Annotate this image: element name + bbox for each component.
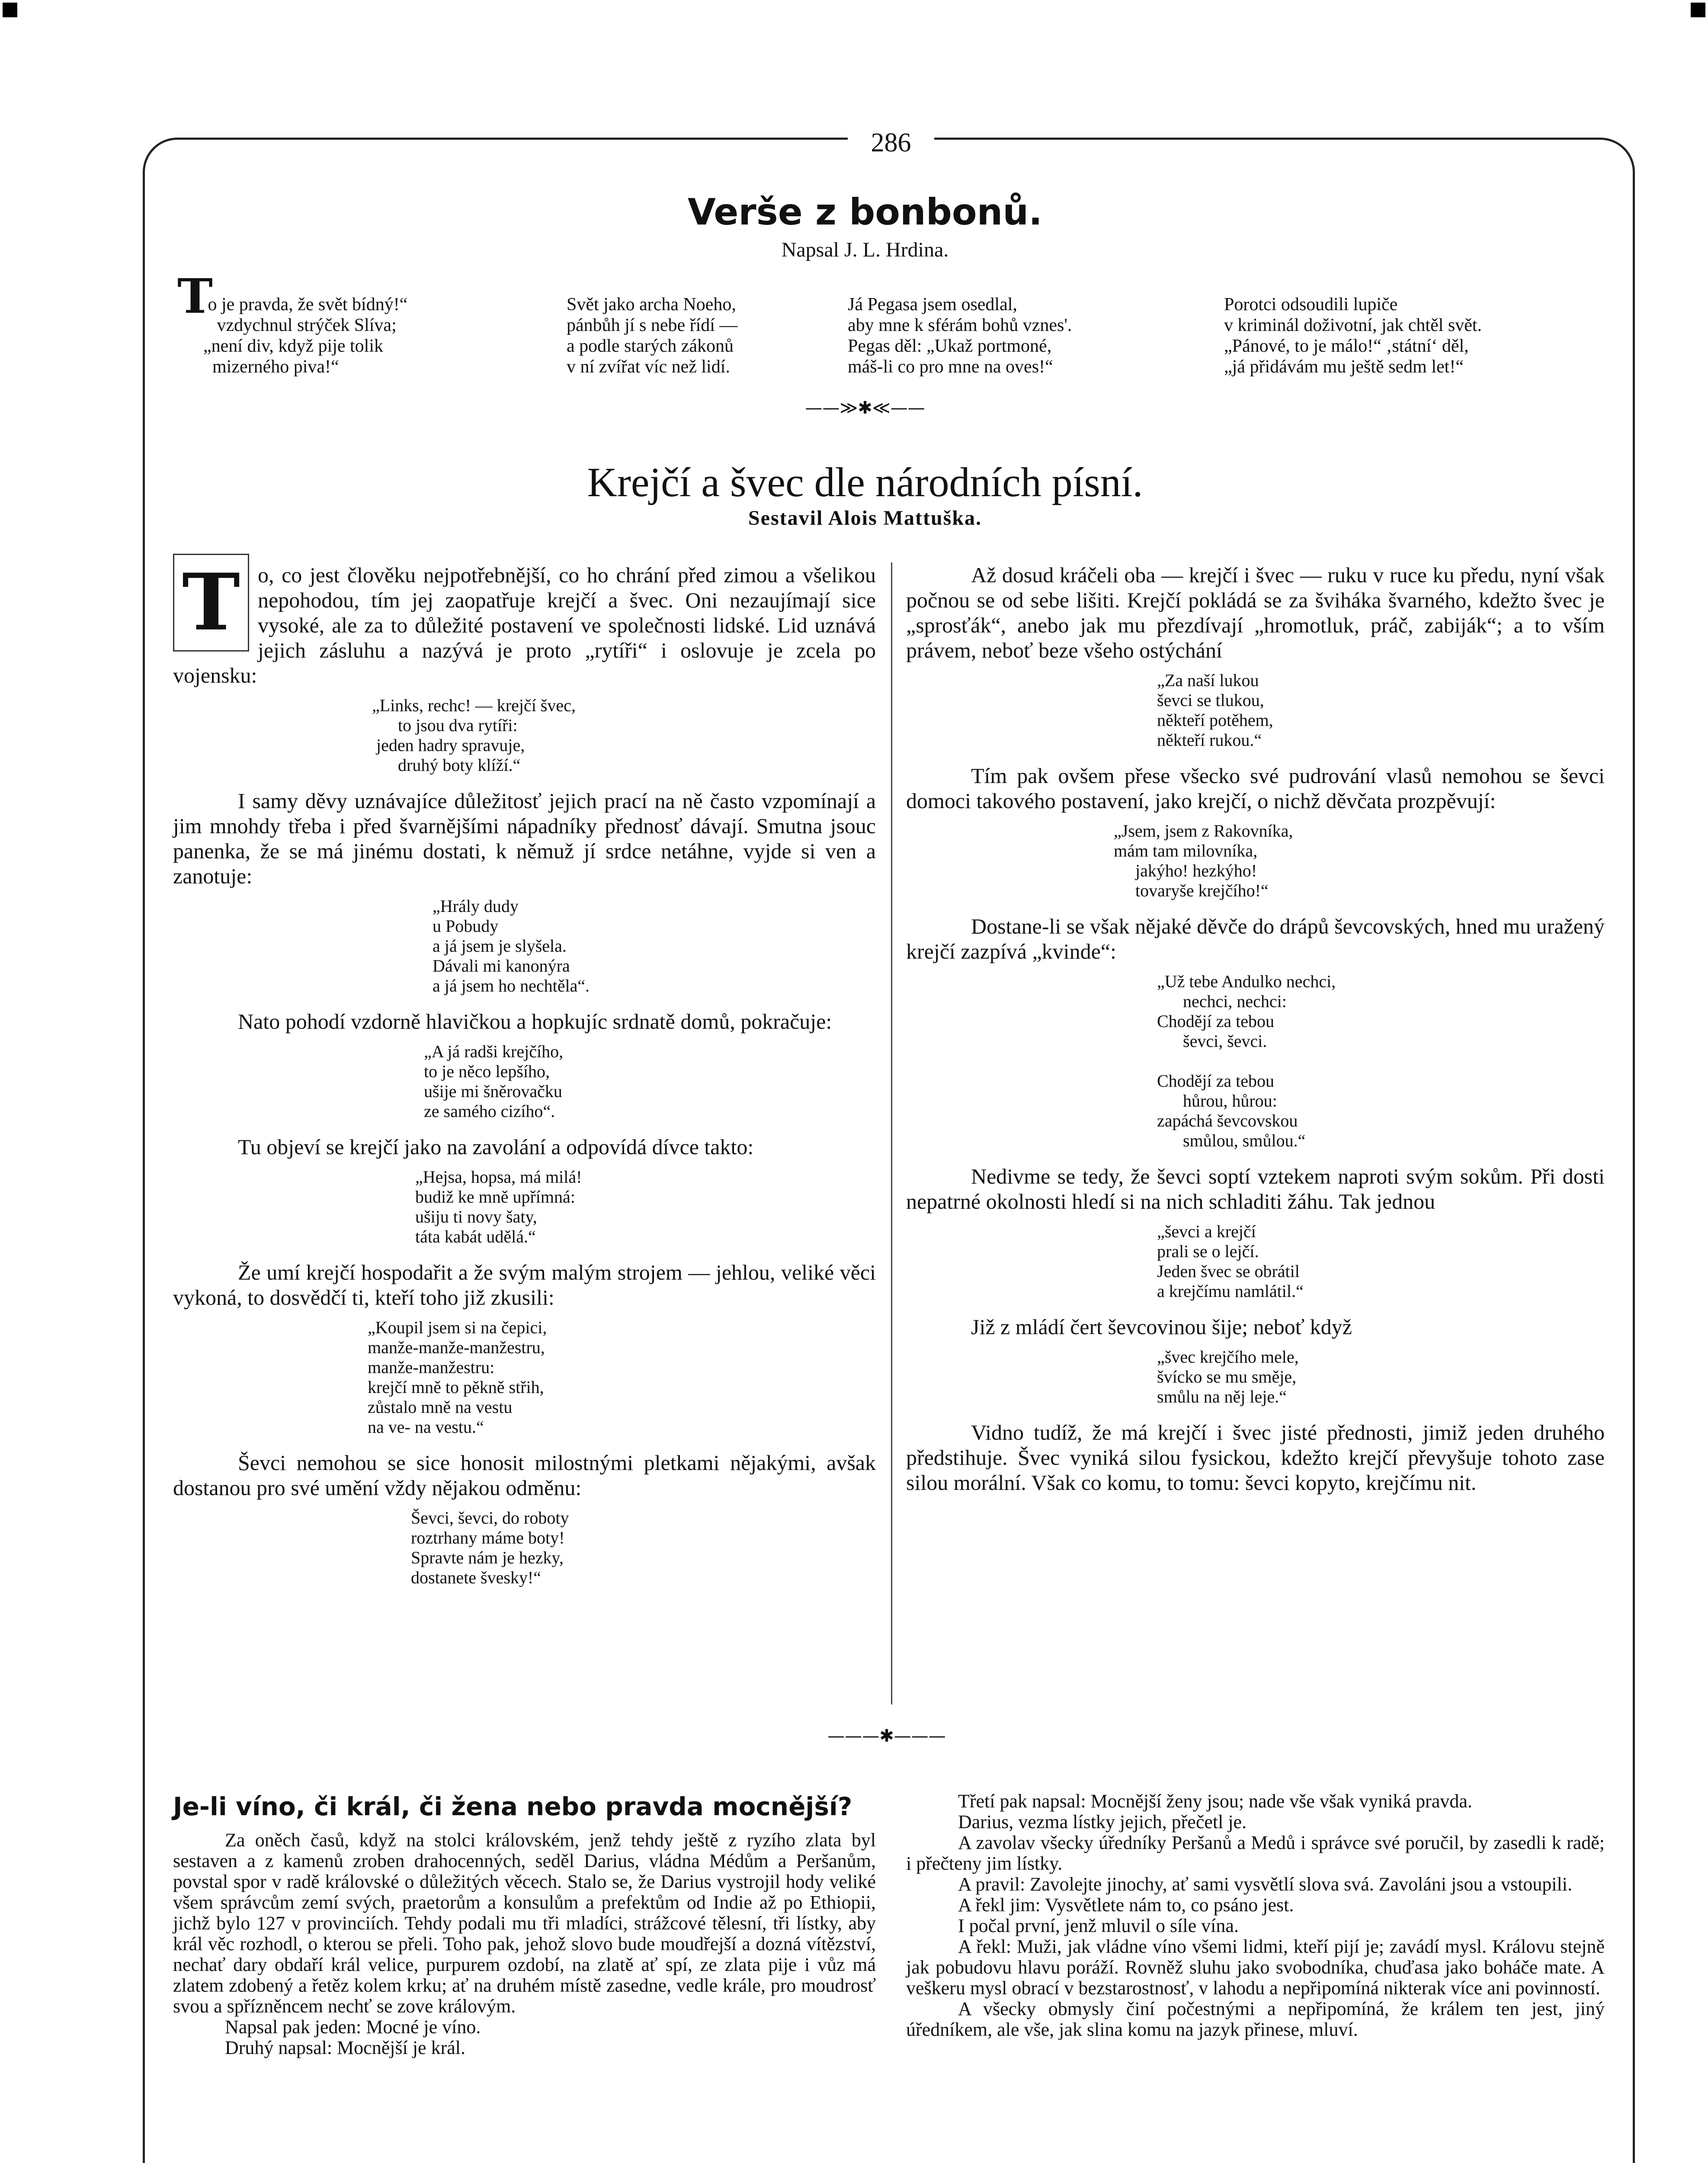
section3-left-column [173,1830,876,2058]
section2-dropcap [173,554,249,651]
paragraph: Až dosud kráčeli oba — krejčí i švec — ruku v ruce ku předu, nyní však počnou se od sebe lišiti. Krejčí pokládá se za švihákа švarného, kdežto švec je „sprosťák“, anebo jak mu přezdívají „hromotluk, práč, zabiják“; a to vším právem, neboť beze všeho ostýchání [906,563,1605,662]
ornament-separator: ———✱——— [827,1726,946,1746]
section1-dropcap [177,268,213,324]
paragraph: Darius, vezma lístky jejich, přečetl je. [958,1811,1247,1832]
paragraph: A zavolav všecky úředníky Peršanů a Medů i správce své poručil, by zasedli k radě; i přečteny jim lístky. [906,1832,1605,1874]
verse-stanza: Porotci odsoudili lupiče v kriminál doživotní, jak chtěl svět. „Pánové, to je málo!“ ‚státní‘ děl, „já přidávám mu ještě sedm let!“ [1224,295,1482,377]
verse-stanza: Svět jako archa Noeho, pánbůh jí s nebe řídí — a podle starých zákonů v ní zvířat víc než lidí. [567,295,738,377]
folk-song: „Hejsa, hopsa, má milá! budiž ke mně upřímná: ušiju ti novy šaty, táta kabát udělá.“ [415,1167,582,1246]
paragraph: Druhý napsal: Mocnější je král. [225,2037,465,2058]
dropcap-letter: T [182,557,240,648]
folk-song: „ševci a krejčí prali se o lejčí. Jeden švec se obrátil a krejčímu namlátil.“ [1157,1222,1304,1301]
folk-song: „A já radši krejčího, to je něco lepšího, ušije mi šněrovačku ze samého cizího“. [424,1042,564,1121]
paragraph: Tím pak ovšem přese všecko své pudrování vlasů nemohou se ševci domoci takového postavení, jako krejčí, o nichž děvčata prozpěvují: [906,764,1605,813]
dropcap-letter: T [177,268,213,324]
column-rule [891,562,892,1704]
paragraph: Vidno tudíž, že má krejčí i švec jisté přednosti, jimiž jeden druhého předstihuje. Švec vyniká silou fysickou, kdežto krejčí převyšuje tohoto zase silou morální. Však co komu, to tomu: ševci kopyto, krejčímu nit. [906,1420,1605,1495]
folk-song: „Koupil jsem si na čepici, manže-manže-manžestru, manže-manžestru: krejčí mně to pěkně střih, zůstalo mně na vestu na ve- na vestu.“ [368,1318,547,1437]
paragraph: I počal první, jenž mluvil o síle vína. [958,1915,1239,1936]
scan-corner-mark [3,3,17,17]
paragraph: I samy děvy uznávajíce důležitosť jejich prací na ně často vzpomínají a jim mnohdy třeba i před švarnějšími nápadníky přednosť dávají. Smutna jsouc panenka, že se má jinému dostati, k němuž jí srdce netáhne, vyjde si ven a zanotuje: [173,789,876,888]
paragraph: A řekl: Muži, jak vládne víno všemi lidmi, kteří pijí je; zavádí mysl. Královu stejně jak pobudovu hlavu poráží. Rovněž sluhu jako svobodníka, chuďasa jako boháče mate. A veškeru mysl obrací v bezstarostnosť, v lahodu a nepřipomíná nikterak více ani povinností. [906,1936,1605,1999]
section3-right-column [906,1791,1605,2040]
paragraph: Za oněch časů, když na stolci královském, jenž tehdy ještě z ryzího zlata byl sestaven a z kamenů zroben drahocenných, seděl Darius, vládna Médům a Peršanům, povstal spor v radě královské o důležitých věcech. Stalo se, že Darius vystrojil hody veliké všem správcům zemí svých, praetorům a konsulům a prefektům od Indie až po Ethiopii, jichž bylo 127 v provinciích. Tehdy podali mu tři mladíci, strážcové tělesní, tři lístky, aby král věc rozhodl, o kterou se přeli. Toho pak, jehož slovo bude moudřejší a dozná vítězství, nechať dary obdaří král velice, purpurem ozdobí, na zlatě ať spí, ze zlata pije i vůz má zlatem zdobený a řetěz kolem krku; ať na druhém místě zasedne, vedle krále, pro moudrosť svou a spřízněncem nechť se zove královým. [173,1829,876,2017]
paragraph: Třetí pak napsal: Mocnější ženy jsou; nade vše však vyniká pravda. [958,1791,1472,1812]
folk-song: Ševci, ševci, do roboty roztrhany máme boty! Spravte nám je hezky, dostanete švesky!“ [411,1508,569,1587]
paragraph: Napsal pak jeden: Mocné je víno. [225,2016,481,2038]
paragraph: o, co jest člověku nejpotřebnější, co ho chrání před zimou a všelikou nepohodou, tím jej zaopatřuje krejčí a švec. Oni nezaujímají sice vysoké, ale za to důležité postavení ve společnosti lidské. Lid uznává jejich zásluhu a nazývá je proto „rytíři“ i oslovuje je zcela po vojensku: [173,563,876,687]
paragraph: Již z mládí čert ševcovinou šije; neboť když [971,1315,1352,1339]
paragraph: Nedivme se tedy, že ševci soptí vztekem naproti svým sokům. Při dosti nepatrné okolnosti hledí si na nich schladiti žáhu. Tak jednou [906,1164,1605,1213]
paragraph: A všecky obmysly činí počestnými a nepřipomíná, že králem ten jest, jiný úředníkem, ale vše, jak slina komu na jazyk přinese, mluví. [906,1998,1605,2040]
section1-author: Napsal J. L. Hrdina. [781,238,949,261]
section2-author: Sestavil Alois Mattuška. [748,507,982,530]
left-column [173,557,876,1588]
paragraph: Tu objeví se krejčí jako na zavolání a odpovídá dívce takto: [238,1135,754,1159]
ornament-separator: ——≫✱≪—— [805,398,925,418]
paragraph: Nato pohodí vzdorně hlavičkou a hopkujíc srdnatě domů, pokračuje: [238,1009,832,1033]
folk-song: „Za naší lukou ševci se tlukou, někteří potěhem, někteří rukou.“ [1157,671,1273,750]
section2-title: Krejčí a švec dle národních písní. [587,459,1143,505]
scan-corner-mark [1691,3,1705,17]
folk-song: „švec krejčího mele, švícko se mu směje, smůlu na něj leje.“ [1157,1347,1299,1406]
paragraph: Ševci nemohou se sice honosit milostnými pletkami nějakými, avšak dostanou pro své umění vždy nějakou odměnu: [173,1451,876,1500]
paragraph: Že umí krejčí hospodařit a že svým malým strojem — jehlou, veliké věci vykoná, to dosvědčí ti, kteří toho již zkusili: [173,1260,876,1309]
folk-song: „Už tebe Andulko nechci, nechci, nechci: Chodějí za tebou ševci, ševci. Chodějí za tebou hůrou, hůrou: zapáchá ševcovskou smůlou, smůlou.“ [1157,972,1336,1150]
verse-stanza: Já Pegasa jsem osedlal, aby mne k sférám bohů vznes'. Pegas děl: „Ukaž portmoné, máš-li co pro mne na oves!“ [848,295,1072,377]
right-column [906,562,1605,1495]
verse-stanza: o je pravda, že svět bídný!“ vzdychnul strýček Slíva; „není div, když pije tolik mizerného piva!“ [203,295,408,377]
section1-title: Verše z bonbonů. [687,191,1043,233]
page-number: 286 [848,125,934,160]
folk-song: „Jsem, jsem z Rakovníka, mám tam milovníka, jakýho! hezkýho! tovaryše krejčího!“ [1114,821,1293,900]
paragraph: Dostane-li se však nějaké děvče do drápů ševcovských, hned mu uražený krejčí zazpívá „kvinde“: [906,914,1605,963]
paragraph: A pravil: Zavolejte jinochy, ať sami vysvětlí slova svá. Zavoláni jsou a vstoupili. [958,1874,1573,1895]
folk-song: „Links, rechc! — krejčí švec, to jsou dva rytíři: jeden hadry spravuje, druhý boty klíží.“ [372,696,576,775]
folk-song: „Hrály dudy u Pobudy a já jsem je slyšela. Dávali mi kanonýra a já jsem ho nechtěla“. [433,896,590,995]
paragraph: A řekl jim: Vysvětlete nám to, co psáno jest. [958,1894,1294,1916]
section3-title: Je-li víno, či král, či žena nebo pravda mocnější? [173,1792,852,1821]
